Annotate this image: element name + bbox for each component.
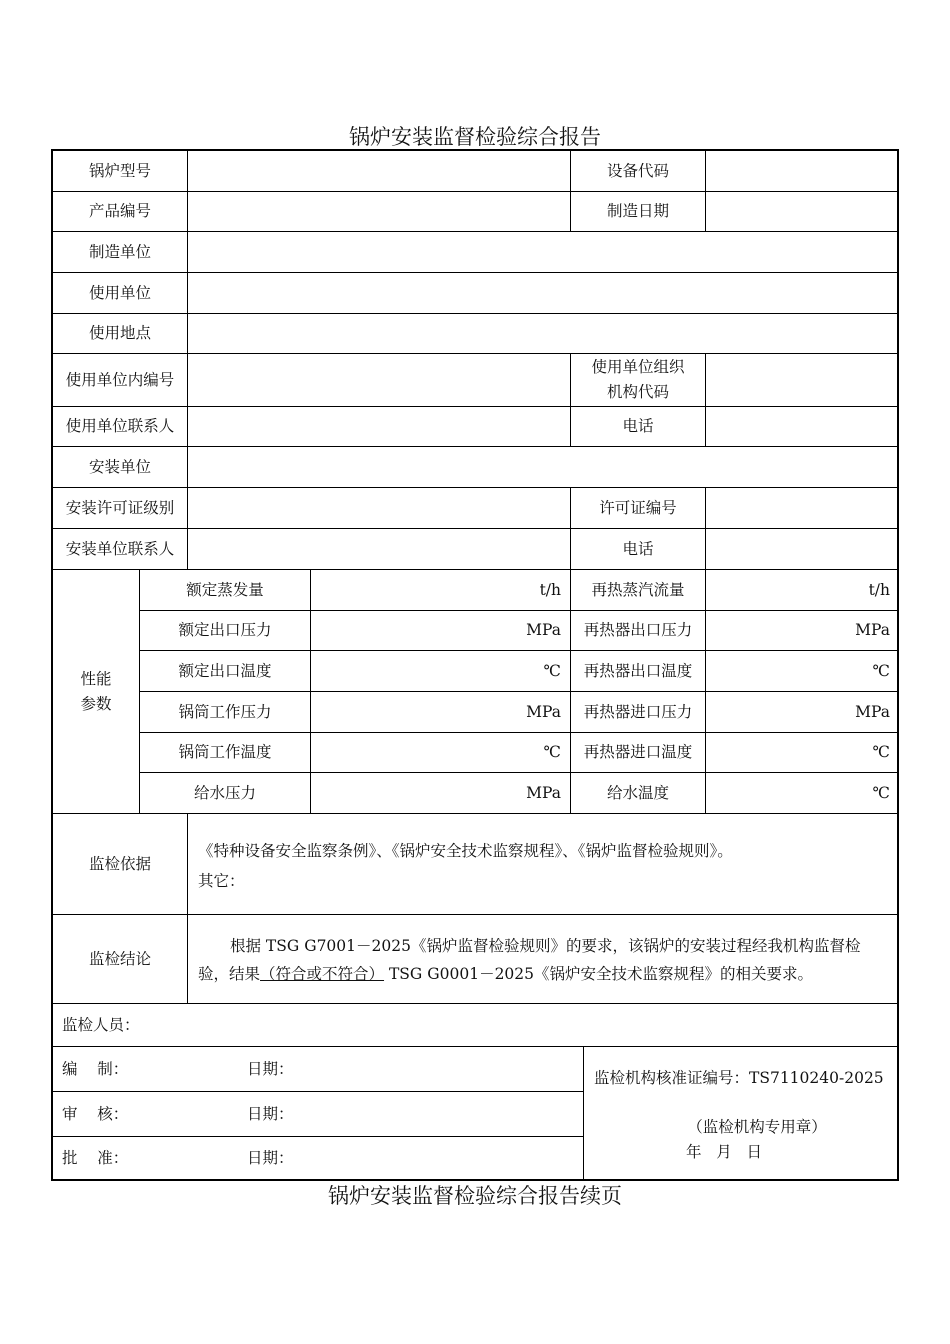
label-org-code-line1: 使用单位组织 bbox=[591, 358, 685, 377]
field-install-unit[interactable] bbox=[188, 447, 899, 488]
perf-right-label: 再热器出口压力 bbox=[571, 611, 706, 651]
inspectors-row bbox=[53, 1004, 899, 1047]
agency-date: 年 月 日 bbox=[685, 1143, 763, 1161]
field-user-unit[interactable] bbox=[188, 273, 899, 314]
continuation-title: 锅炉安装监督检验综合报告续页 bbox=[328, 1184, 622, 1208]
perf-right-label: 给水温度 bbox=[571, 773, 706, 814]
signoff-role: 审 核： bbox=[62, 1104, 129, 1123]
conclusion-part-1: 根据 TSG G7001－2025《锅炉监督检验规则》的要求，该锅炉的安装过程经我机构监督检验，结果 bbox=[198, 937, 861, 983]
signoff-date[interactable]: 日期： bbox=[247, 1059, 294, 1078]
label-license-level: 安装许可证级别 bbox=[53, 488, 188, 529]
perf-right-value[interactable] bbox=[706, 773, 899, 814]
field-install-contact[interactable] bbox=[188, 529, 571, 570]
perf-left-unit: t/h bbox=[539, 580, 561, 599]
label-install-unit: 安装单位 bbox=[53, 447, 188, 488]
label-user-unit: 使用单位 bbox=[53, 273, 188, 314]
field-manufacture-date[interactable] bbox=[706, 192, 899, 232]
perf-left-value[interactable] bbox=[311, 611, 571, 651]
label-product-no: 产品编号 bbox=[53, 192, 188, 232]
conclusion-text bbox=[198, 932, 888, 988]
report-title: 锅炉安装监督检验综合报告 bbox=[349, 125, 601, 149]
label-basis: 监检依据 bbox=[53, 814, 188, 915]
field-phone-2[interactable] bbox=[706, 529, 899, 570]
perf-left-value[interactable] bbox=[311, 651, 571, 692]
label-manufacturer: 制造单位 bbox=[53, 232, 188, 273]
perf-right-value[interactable] bbox=[706, 611, 899, 651]
agency-seal: （监检机构专用章） bbox=[687, 1118, 827, 1136]
label-conclusion: 监检结论 bbox=[53, 915, 188, 1004]
perf-left-label: 额定出口压力 bbox=[140, 611, 311, 651]
perf-right-value[interactable] bbox=[706, 692, 899, 733]
label-install-contact: 安装单位联系人 bbox=[53, 529, 188, 570]
field-manufacturer[interactable] bbox=[188, 232, 899, 273]
perf-left-label: 额定出口温度 bbox=[140, 651, 311, 692]
signoff-row bbox=[53, 1092, 584, 1137]
label-performance-params bbox=[53, 570, 140, 814]
field-product-no[interactable] bbox=[188, 192, 571, 232]
field-org-code[interactable] bbox=[706, 354, 899, 407]
perf-left-value[interactable] bbox=[311, 733, 571, 773]
perf-left-value[interactable] bbox=[311, 773, 571, 814]
field-equipment-code[interactable] bbox=[706, 151, 899, 192]
perf-right-unit: ℃ bbox=[872, 661, 890, 680]
perf-left-value[interactable] bbox=[311, 692, 571, 733]
label-equipment-code: 设备代码 bbox=[571, 151, 706, 192]
perf-left-value[interactable] bbox=[311, 570, 571, 611]
basis-line-2: 其它： bbox=[198, 872, 245, 890]
signoff-role: 编 制： bbox=[62, 1059, 129, 1078]
signoff-role: 批 准： bbox=[62, 1148, 129, 1167]
label-inspectors: 监检人员： bbox=[62, 1015, 140, 1034]
report-table bbox=[51, 149, 899, 1181]
conclusion-part-2: TSG G0001－2025《锅炉安全技术监察规程》的相关要求。 bbox=[388, 965, 814, 983]
agency-approval-no: 监检机构核准证编号：TS7110240-2025 bbox=[594, 1069, 884, 1087]
field-boiler-model[interactable] bbox=[188, 151, 571, 192]
field-license-level[interactable] bbox=[188, 488, 571, 529]
perf-left-label: 额定蒸发量 bbox=[140, 570, 311, 611]
field-license-no[interactable] bbox=[706, 488, 899, 529]
label-user-contact: 使用单位联系人 bbox=[53, 407, 188, 447]
label-boiler-model: 锅炉型号 bbox=[53, 151, 188, 192]
label-performance-line2: 参数 bbox=[80, 694, 112, 713]
perf-right-unit: MPa bbox=[855, 702, 890, 721]
perf-right-label: 再热器出口温度 bbox=[571, 651, 706, 692]
perf-right-value[interactable] bbox=[706, 651, 899, 692]
perf-left-label: 给水压力 bbox=[140, 773, 311, 814]
signoff-row bbox=[53, 1047, 584, 1092]
basis-line-1: 《特种设备安全监察条例》、《锅炉安全技术监察规程》、《锅炉监督检验规则》。 bbox=[198, 842, 733, 860]
label-license-no: 许可证编号 bbox=[571, 488, 706, 529]
field-user-contact[interactable] bbox=[188, 407, 571, 447]
perf-right-label: 再热器进口压力 bbox=[571, 692, 706, 733]
label-use-location: 使用地点 bbox=[53, 314, 188, 354]
label-phone: 电话 bbox=[571, 407, 706, 447]
perf-right-value[interactable] bbox=[706, 570, 899, 611]
perf-left-unit: MPa bbox=[526, 621, 561, 640]
label-performance-line1: 性能 bbox=[80, 669, 112, 688]
field-internal-no[interactable] bbox=[188, 354, 571, 407]
perf-right-unit: ℃ bbox=[872, 783, 890, 802]
perf-right-unit: t/h bbox=[868, 580, 890, 599]
label-internal-no: 使用单位内编号 bbox=[53, 354, 188, 407]
perf-right-unit: ℃ bbox=[872, 743, 890, 762]
perf-left-label: 锅筒工作温度 bbox=[140, 733, 311, 773]
label-phone-2: 电话 bbox=[571, 529, 706, 570]
perf-left-label: 锅筒工作压力 bbox=[140, 692, 311, 733]
signoff-date[interactable]: 日期： bbox=[247, 1148, 294, 1167]
signoff-row bbox=[53, 1137, 584, 1179]
perf-left-unit: ℃ bbox=[543, 743, 561, 762]
conclusion-underlined[interactable]: （符合或不符合） bbox=[260, 965, 385, 983]
field-phone[interactable] bbox=[706, 407, 899, 447]
signoff-date[interactable]: 日期： bbox=[247, 1104, 294, 1123]
perf-left-unit: ℃ bbox=[543, 661, 561, 680]
label-org-code-line2: 机构代码 bbox=[606, 383, 669, 401]
perf-right-label: 再热器进口温度 bbox=[571, 733, 706, 773]
label-manufacture-date: 制造日期 bbox=[571, 192, 706, 232]
perf-right-label: 再热蒸汽流量 bbox=[571, 570, 706, 611]
perf-right-value[interactable] bbox=[706, 733, 899, 773]
perf-left-unit: MPa bbox=[526, 702, 561, 721]
field-use-location[interactable] bbox=[188, 314, 899, 354]
perf-left-unit: MPa bbox=[526, 783, 561, 802]
perf-right-unit: MPa bbox=[855, 621, 890, 640]
label-org-code bbox=[571, 354, 706, 407]
